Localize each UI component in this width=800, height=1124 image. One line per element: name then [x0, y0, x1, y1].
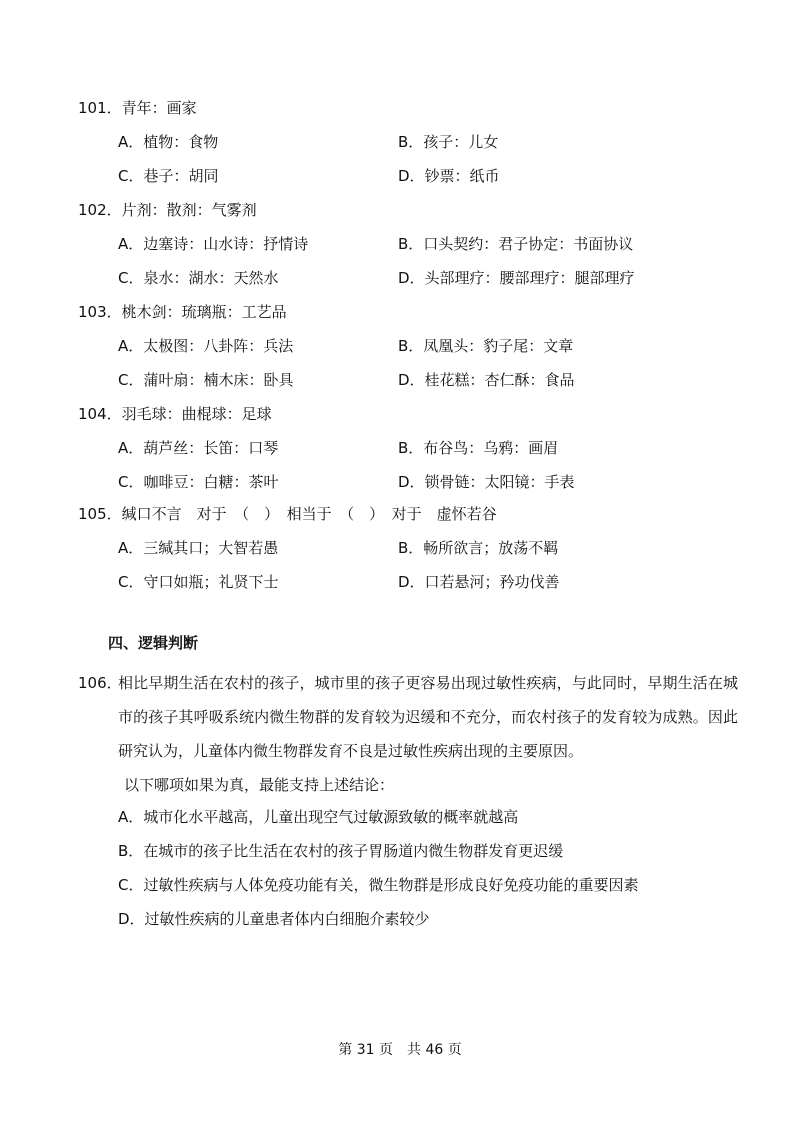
question-103-option-a: A．太极图：八卦阵：兵法	[118, 337, 294, 355]
question-101-stem: 101．青年：画家	[78, 99, 197, 117]
question-103-option-b: B．凤凰头：豹子尾：文章	[398, 337, 574, 355]
question-102-option-b: B．口头契约：君子协定：书面协议	[398, 235, 634, 253]
question-106-option-a: A．城市化水平越高，儿童出现空气过敏源致敏的概率就越高	[118, 808, 519, 826]
page-footer: 第 31 页 共 46 页	[338, 1042, 462, 1058]
question-105-option-a: A．三缄其口；大智若愚	[118, 539, 279, 557]
question-102-option-c: C．泉水：湖水：天然水	[118, 269, 279, 287]
question-102-stem: 102．片剂：散剂：气雾剂	[78, 201, 257, 219]
question-106-prompt: 以下哪项如果为真，最能支持上述结论：	[124, 776, 395, 794]
question-106-option-c: C．过敏性疾病与人体免疫功能有关，微生物群是形成良好免疫功能的重要因素	[118, 876, 639, 894]
section-heading: 四、逻辑判断	[108, 634, 199, 652]
question-103-option-d: D．桂花糕：杏仁酥：食品	[398, 371, 575, 389]
question-106-option-d: D．过敏性疾病的儿童患者体内白细胞介素较少	[118, 910, 430, 928]
question-105-option-b: B．畅所欲言；放荡不羁	[398, 539, 559, 557]
question-103-option-c: C．蒲叶扇：楠木床：卧具	[118, 371, 294, 389]
question-105-option-d: D．口若悬河；矜功伐善	[398, 573, 560, 591]
question-106-option-b: B．在城市的孩子比生活在农村的孩子胃肠道内微生物群发育更迟缓	[118, 842, 564, 860]
question-106-body: 相比早期生活在农村的孩子，城市里的孩子更容易出现过敏性疾病，与此同时，早期生活在城市的孩子其呼吸系统内微生物群的发育较为迟缓和不充分，而农村孩子的发育较为成熟。因此研究认为，儿童体内微生物群发育不良是过敏性疾病出现的主要原因。	[118, 674, 738, 760]
question-101-option-c: C．巷子：胡同	[118, 167, 219, 185]
question-104-option-d: D．锁骨链：太阳镜：手表	[398, 473, 575, 491]
question-103-stem: 103．桃木剑：琉璃瓶：工艺品	[78, 303, 287, 321]
question-102-option-a: A．边塞诗：山水诗：抒情诗	[118, 235, 309, 253]
question-105-option-c: C．守口如瓶；礼贤下士	[118, 573, 279, 591]
question-101-option-d: D．钞票：纸币	[398, 167, 500, 185]
question-101-option-a: A．植物：食物	[118, 133, 219, 151]
question-101-option-b: B．孩子：儿女	[398, 133, 499, 151]
question-104-option-a: A．葫芦丝：长笛：口琴	[118, 439, 279, 457]
question-105-stem: 105．缄口不言 对于 （ ） 相当于 （ ） 对于 虚怀若谷	[78, 505, 497, 523]
question-102-option-d: D．头部理疗：腰部理疗：腿部理疗	[398, 269, 635, 287]
question-106-number: 106．	[78, 674, 122, 692]
question-104-option-b: B．布谷鸟：乌鸦：画眉	[398, 439, 559, 457]
question-104-stem: 104．羽毛球：曲棍球：足球	[78, 405, 272, 423]
question-104-option-c: C．咖啡豆：白糖：茶叶	[118, 473, 279, 491]
